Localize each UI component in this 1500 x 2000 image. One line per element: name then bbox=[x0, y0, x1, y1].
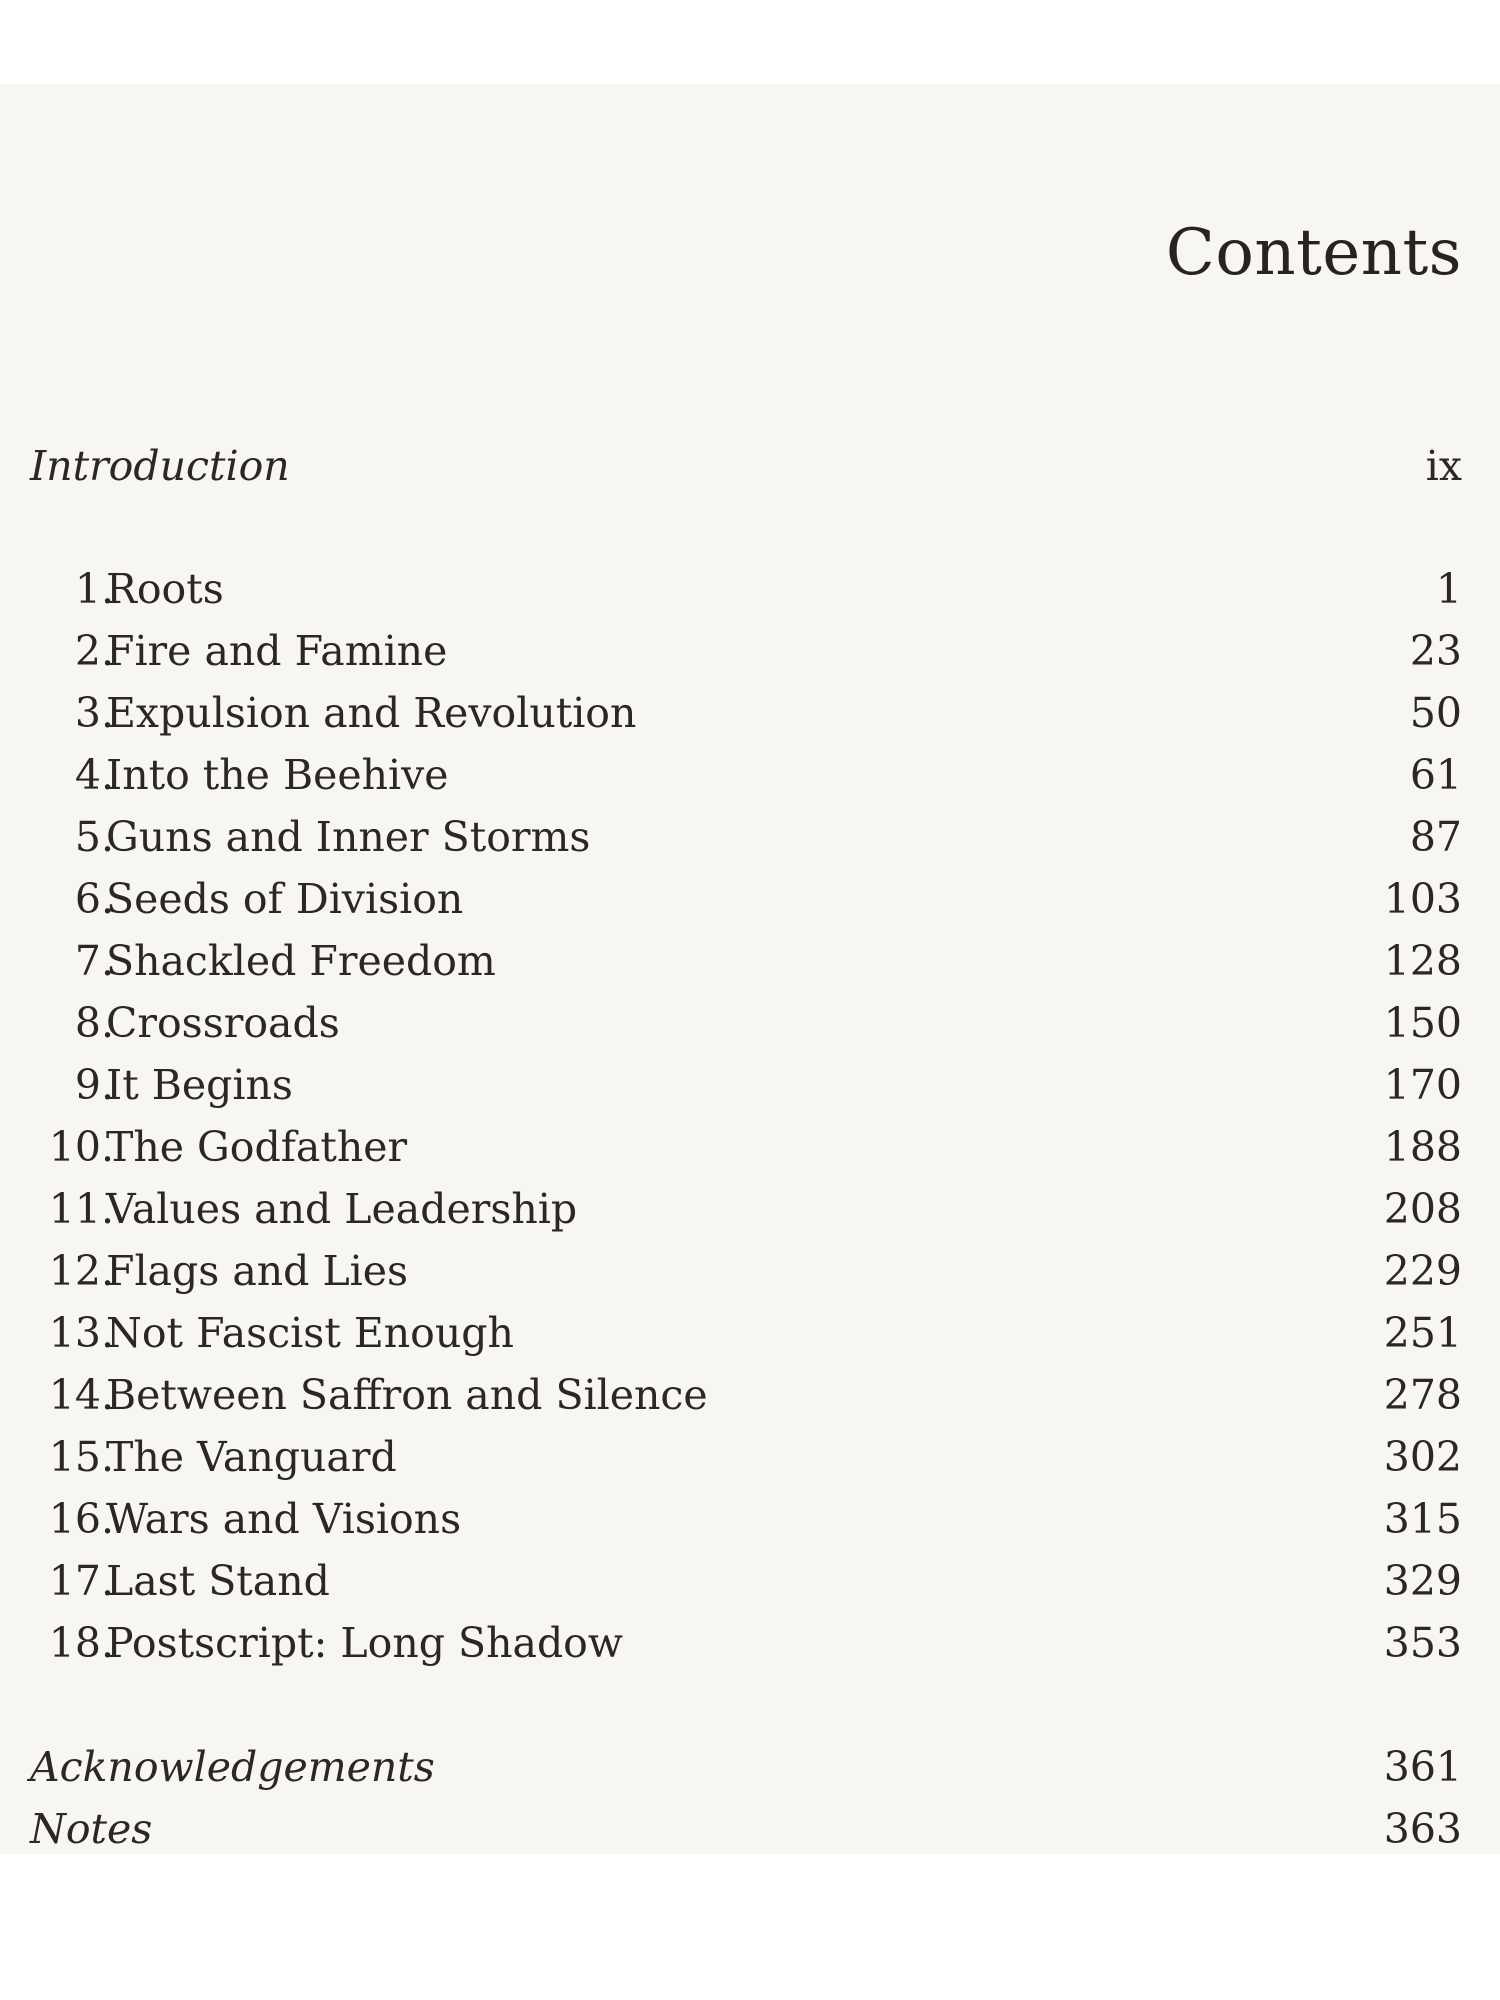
chapter-page: 50 bbox=[1409, 689, 1462, 737]
chapter-title: The Vanguard bbox=[106, 1433, 397, 1481]
toc-chapter-8[interactable] bbox=[30, 995, 1462, 1051]
chapter-title: Last Stand bbox=[106, 1557, 330, 1605]
chapter-number: 10. bbox=[48, 1123, 114, 1171]
chapter-page: 103 bbox=[1383, 875, 1462, 923]
chapter-number: 13. bbox=[48, 1309, 114, 1357]
chapter-number: 11. bbox=[48, 1185, 114, 1233]
toc-chapter-16[interactable] bbox=[30, 1491, 1462, 1547]
toc-chapter-13[interactable] bbox=[30, 1305, 1462, 1361]
chapter-number: 1. bbox=[74, 565, 114, 613]
toc-chapter-2[interactable] bbox=[30, 623, 1462, 679]
chapter-page: 278 bbox=[1383, 1371, 1462, 1419]
chapter-number: 16. bbox=[48, 1495, 114, 1543]
chapter-title: Roots bbox=[106, 565, 224, 613]
chapter-number: 8. bbox=[74, 999, 114, 1047]
chapter-page: 353 bbox=[1383, 1619, 1462, 1667]
chapter-page: 170 bbox=[1383, 1061, 1462, 1109]
chapter-number: 9. bbox=[74, 1061, 114, 1109]
chapter-title: Values and Leadership bbox=[106, 1185, 578, 1233]
chapter-title: It Begins bbox=[106, 1061, 293, 1109]
chapter-page: 302 bbox=[1383, 1433, 1462, 1481]
toc-chapter-7[interactable] bbox=[30, 933, 1462, 989]
chapter-page: 1 bbox=[1435, 565, 1462, 613]
toc-entry-acknowledgements[interactable] bbox=[30, 1739, 1462, 1795]
toc-entry-introduction[interactable] bbox=[30, 438, 1462, 494]
chapter-number: 4. bbox=[74, 751, 114, 799]
chapter-number: 2. bbox=[74, 627, 114, 675]
chapter-number: 12. bbox=[48, 1247, 114, 1295]
chapter-page: 87 bbox=[1409, 813, 1462, 861]
chapter-page: 329 bbox=[1383, 1557, 1462, 1605]
chapter-title: Seeds of Division bbox=[106, 875, 464, 923]
chapter-page: 23 bbox=[1409, 627, 1462, 675]
chapter-title: Crossroads bbox=[106, 999, 340, 1047]
chapter-title: The Godfather bbox=[106, 1123, 408, 1171]
toc-chapter-5[interactable] bbox=[30, 809, 1462, 865]
toc-chapter-3[interactable] bbox=[30, 685, 1462, 741]
toc-entry-notes[interactable] bbox=[30, 1801, 1462, 1857]
toc-chapter-9[interactable] bbox=[30, 1057, 1462, 1113]
toc-entry-label: Introduction bbox=[30, 442, 290, 490]
chapter-number: 17. bbox=[48, 1557, 114, 1605]
chapter-page: 188 bbox=[1383, 1123, 1462, 1171]
chapter-title: Flags and Lies bbox=[106, 1247, 409, 1295]
toc-chapter-6[interactable] bbox=[30, 871, 1462, 927]
toc-chapter-11[interactable] bbox=[30, 1181, 1462, 1237]
toc-chapter-17[interactable] bbox=[30, 1553, 1462, 1609]
chapter-title: Shackled Freedom bbox=[106, 937, 496, 985]
chapter-title: Expulsion and Revolution bbox=[106, 689, 637, 737]
chapter-number: 18. bbox=[48, 1619, 114, 1667]
chapter-number: 5. bbox=[74, 813, 114, 861]
toc-chapter-18[interactable] bbox=[30, 1615, 1462, 1671]
toc-entry-label: Acknowledgements bbox=[30, 1743, 435, 1791]
chapter-page: 128 bbox=[1383, 937, 1462, 985]
toc-chapter-10[interactable] bbox=[30, 1119, 1462, 1175]
chapter-page: 251 bbox=[1383, 1309, 1462, 1357]
chapter-page: 150 bbox=[1383, 999, 1462, 1047]
chapter-title: Not Fascist Enough bbox=[106, 1309, 514, 1357]
chapter-title: Wars and Visions bbox=[106, 1495, 462, 1543]
toc-entry-label: Notes bbox=[30, 1805, 153, 1853]
toc-chapter-15[interactable] bbox=[30, 1429, 1462, 1485]
chapter-page: 315 bbox=[1383, 1495, 1462, 1543]
page-title: Contents bbox=[1165, 216, 1462, 290]
chapter-title: Guns and Inner Storms bbox=[106, 813, 591, 861]
toc-entry-page: 363 bbox=[1383, 1805, 1462, 1853]
chapter-title: Fire and Famine bbox=[106, 627, 448, 675]
toc-chapter-14[interactable] bbox=[30, 1367, 1462, 1423]
chapter-number: 7. bbox=[74, 937, 114, 985]
chapter-number: 3. bbox=[74, 689, 114, 737]
contents-page bbox=[0, 84, 1500, 1854]
toc-entry-page: 361 bbox=[1383, 1743, 1462, 1791]
chapter-number: 6. bbox=[74, 875, 114, 923]
chapter-page: 208 bbox=[1383, 1185, 1462, 1233]
chapter-title: Into the Beehive bbox=[106, 751, 449, 799]
chapter-title: Between Saffron and Silence bbox=[106, 1371, 708, 1419]
toc-entry-page: ix bbox=[1425, 442, 1462, 490]
chapter-title: Postscript: Long Shadow bbox=[106, 1619, 623, 1667]
chapter-page: 229 bbox=[1383, 1247, 1462, 1295]
chapter-number: 15. bbox=[48, 1433, 114, 1481]
toc-chapter-1[interactable] bbox=[30, 561, 1462, 617]
chapter-page: 61 bbox=[1409, 751, 1462, 799]
toc-chapter-12[interactable] bbox=[30, 1243, 1462, 1299]
toc-chapter-4[interactable] bbox=[30, 747, 1462, 803]
chapter-number: 14. bbox=[48, 1371, 114, 1419]
